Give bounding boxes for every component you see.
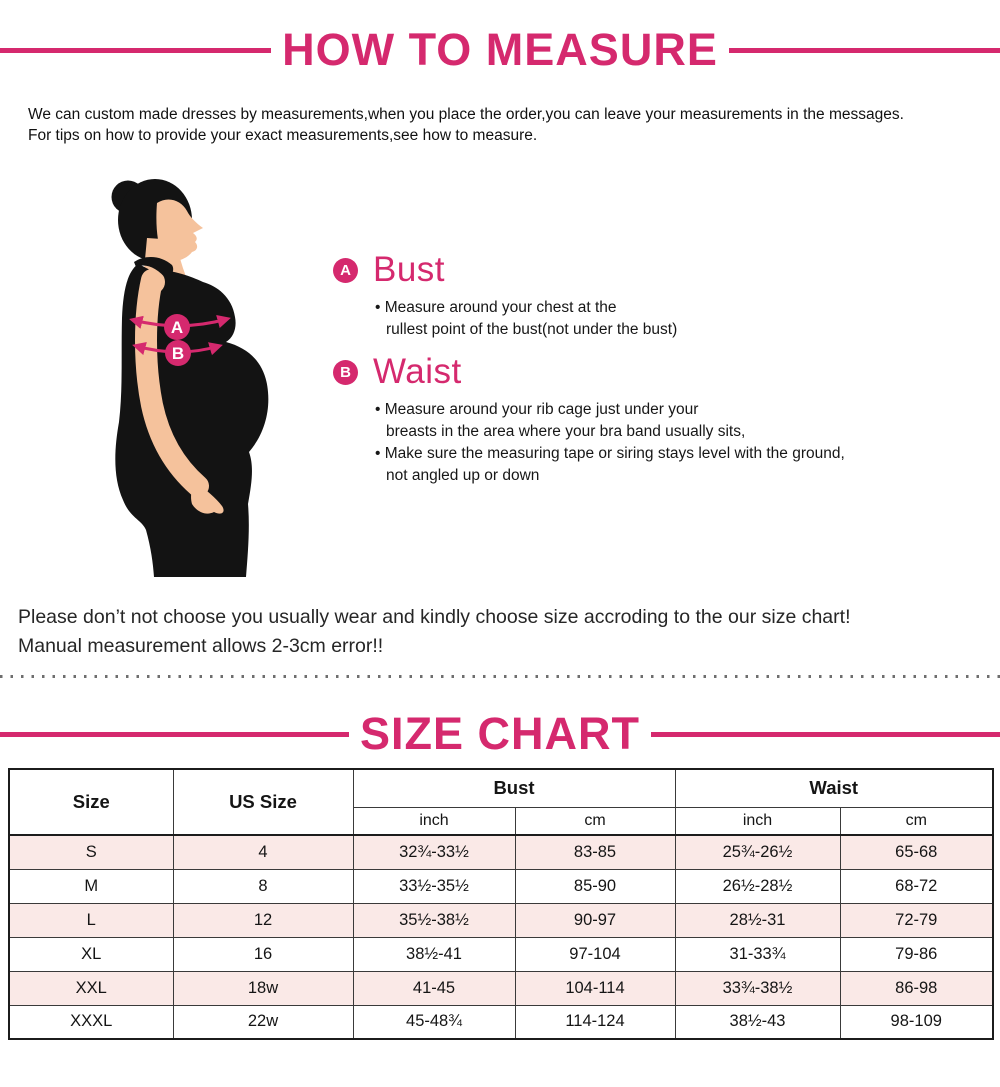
size-chart-title: SIZE CHART [360,708,640,759]
cell-us-size: 4 [173,835,353,869]
table-row [9,869,993,903]
intro-line-2: For tips on how to provide your exact measurements,see how to measure. [28,126,538,144]
waist-bullet-1-line-2: breasts in the area where your bra band usually sits, [386,423,746,440]
table-row [9,937,993,971]
bust-badge: A [333,258,358,283]
table-row [9,1005,993,1039]
cell-waist-inch: 26½-28½ [675,869,840,903]
figure-badge-a-label: A [170,318,184,337]
sizing-note [18,603,992,661]
cell-bust-cm: 83-85 [515,835,675,869]
waist-heading: Waist [373,352,462,391]
cell-waist-inch: 28½-31 [675,903,840,937]
how-to-measure-header [0,24,1000,76]
size-chart-header [0,708,1000,760]
cell-bust-inch: 38½-41 [353,937,515,971]
cell-bust-inch: 45-48¾ [353,1005,515,1039]
size-chart-table [8,768,994,1040]
cell-waist-inch: 25¾-26½ [675,835,840,869]
sizing-note-line-1: Please don’t not choose you usually wear and kindly choose size accroding to the our size chart! [18,605,851,628]
cell-us-size: 22w [173,1005,353,1039]
column-header-bust-inch: inch [353,807,515,835]
figure-badge-b-label: B [171,344,185,363]
intro-line-1: We can custom made dresses by measurements,when you place the order,you can leave your measurements in the messages. [28,105,904,123]
cell-waist-cm: 72-79 [840,903,993,937]
column-header-waist: Waist [675,769,993,807]
waist-heading-row [333,352,845,392]
cell-waist-inch: 31-33¾ [675,937,840,971]
table-row [9,903,993,937]
cell-bust-inch: 35½-38½ [353,903,515,937]
bust-bullet-1 [375,297,677,341]
bust-bullet-1-line-2: rullest point of the bust(not under the bust) [386,321,678,338]
cell-bust-cm: 114-124 [515,1005,675,1039]
face [156,200,203,262]
title-rule-right [651,732,1000,737]
bust-heading: Bust [373,250,446,289]
cell-size: XXL [9,971,173,1005]
table-row [9,835,993,869]
cell-us-size: 12 [173,903,353,937]
bust-bullets [375,297,677,341]
column-header-us-size: US Size [173,769,353,835]
cell-waist-cm: 98-109 [840,1005,993,1039]
waist-bullet-2 [375,443,845,487]
bust-heading-row [333,250,677,290]
column-header-bust: Bust [353,769,675,807]
cell-bust-cm: 104-114 [515,971,675,1005]
cell-size: XXXL [9,1005,173,1039]
cell-waist-cm: 65-68 [840,835,993,869]
waist-bullet-2-line-1: • Make sure the measuring tape or siring stays level with the ground, [375,445,845,462]
pregnant-figure-illustration [100,170,350,580]
cell-bust-cm: 90-97 [515,903,675,937]
bust-section [333,250,677,341]
waist-bullet-1 [375,399,845,443]
waist-bullet-2-line-2: not angled up or down [386,467,540,484]
cell-bust-cm: 85-90 [515,869,675,903]
title-rule-left [0,48,271,53]
cell-size: L [9,903,173,937]
cell-bust-inch: 41-45 [353,971,515,1005]
size-chart-table-body [9,835,993,1039]
cell-waist-inch: 33¾-38½ [675,971,840,1005]
cell-bust-cm: 97-104 [515,937,675,971]
cell-waist-cm: 86-98 [840,971,993,1005]
cell-us-size: 8 [173,869,353,903]
dotted-divider [0,675,1000,678]
cell-size: M [9,869,173,903]
waist-badge: B [333,360,358,385]
bust-bullet-1-line-1: • Measure around your chest at the [375,299,617,316]
cell-size: XL [9,937,173,971]
cell-bust-inch: 33½-35½ [353,869,515,903]
waist-bullet-1-line-1: • Measure around your rib cage just under your [375,401,699,418]
cell-waist-inch: 38½-43 [675,1005,840,1039]
sizing-note-line-2: Manual measurement allows 2-3cm error!! [18,634,384,657]
title-rule-right [729,48,1000,53]
column-header-size: Size [9,769,173,835]
cell-bust-inch: 32¾-33½ [353,835,515,869]
how-to-measure-title: HOW TO MEASURE [282,24,718,75]
cell-size: S [9,835,173,869]
cell-waist-cm: 79-86 [840,937,993,971]
column-header-waist-cm: cm [840,807,993,835]
cell-us-size: 16 [173,937,353,971]
intro-text [28,104,988,146]
size-chart-table-head [9,769,993,835]
title-rule-left [0,732,349,737]
waist-bullets [375,399,845,487]
waist-section [333,352,845,487]
column-header-bust-cm: cm [515,807,675,835]
cell-waist-cm: 68-72 [840,869,993,903]
table-row [9,971,993,1005]
cell-us-size: 18w [173,971,353,1005]
column-header-waist-inch: inch [675,807,840,835]
